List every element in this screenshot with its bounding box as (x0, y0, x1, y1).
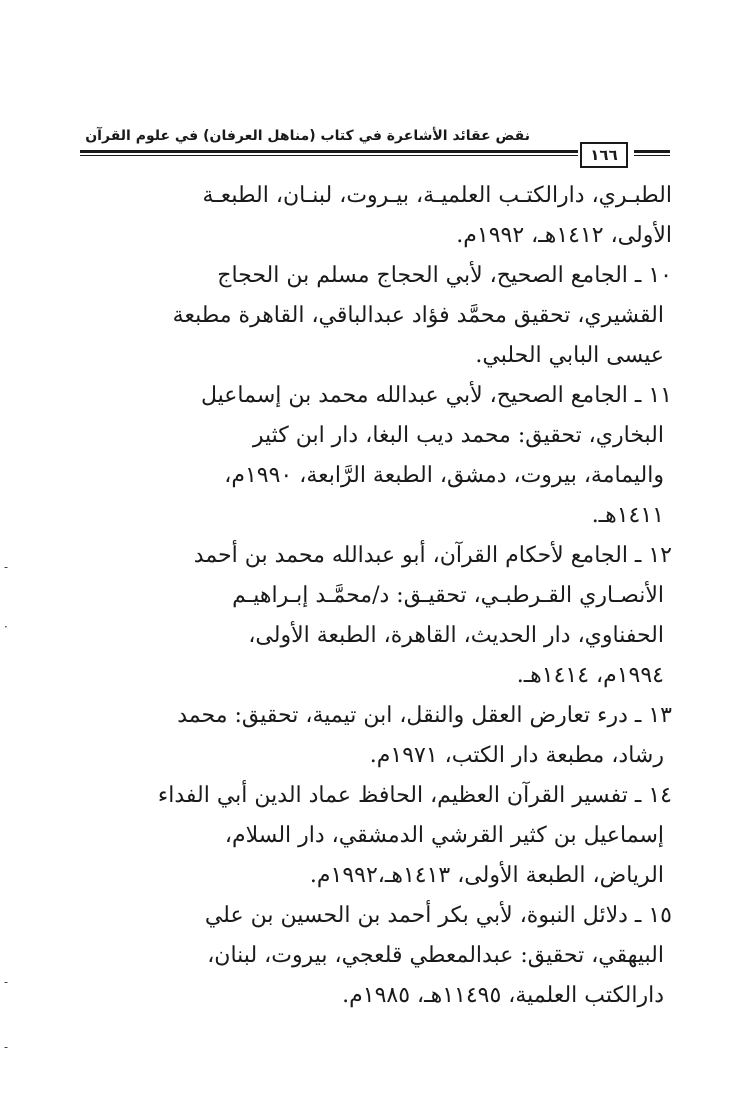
bibliography-entry (78, 776, 672, 896)
entry-line: الأنصـاري القـرطبـي، تحقيـق: د/محمَّـد إبـراهيـم (232, 583, 664, 608)
entry-line: ١٤ ـ تفسير القرآن العظيم، الحافظ عماد الدين أبي الفداء (157, 783, 672, 808)
entry-line: الأولى، ١٤١٢هـ، ١٩٩٢م. (456, 223, 672, 248)
margin-speck: - (4, 560, 9, 574)
bibliography-list (78, 176, 672, 1016)
entry-line: إسماعيل بن كثير القرشي الدمشقي، دار السلام، (224, 823, 664, 848)
entry-line: ١٩٩٤م، ١٤١٤هـ. (516, 663, 664, 688)
bibliography-entry (78, 896, 672, 1016)
entry-line: ١٢ ـ الجامع لأحكام القرآن، أبو عبدالله محمد بن أحمد (193, 543, 672, 568)
entry-line: الحفناوي، دار الحديث، القاهرة، الطبعة الأولى، (248, 623, 664, 648)
entry-line: ١٤١١هـ. (591, 503, 664, 528)
bibliography-entry (78, 536, 672, 696)
entry-line: البيهقي، تحقيق: عبدالمعطي قلعجي، بيروت، لبنان، (207, 943, 664, 968)
margin-speck: - (4, 975, 9, 989)
margin-speck: - (4, 1040, 9, 1054)
bibliography-entry (78, 696, 672, 776)
header-rule-tail (634, 150, 670, 156)
running-header-title: نقض عقائد الأشاعرة في كتاب (مناهل العرفان) في علوم القرآن (85, 128, 530, 144)
page-number: ١٦٦ (580, 142, 628, 168)
bibliography-entry (78, 376, 672, 536)
bibliography-entry (78, 256, 672, 376)
margin-speck: · (4, 620, 8, 634)
entry-line: البخاري، تحقيق: محمد ديب البغا، دار ابن كثير (252, 423, 664, 448)
entry-line: القشيري، تحقيق محمَّد فؤاد عبدالباقي، القاهرة مطبعة (172, 303, 664, 328)
entry-line: دارالكتب العلمية، ١١٤٩٥هـ، ١٩٨٥م. (342, 983, 664, 1008)
entry-line: الرياض، الطبعة الأولى، ١٤١٣هـ،١٩٩٢م. (309, 863, 664, 888)
entry-line: رشاد، مطبعة دار الكتب، ١٩٧١م. (369, 743, 664, 768)
entry-line: الطبـري، دارالكتـب العلميـة، بيـروت، لبنـان، الطبعـة (202, 183, 672, 208)
entry-line: عيسى البابي الحلبي. (475, 343, 664, 368)
running-header (80, 128, 670, 168)
entry-line: ١٠ ـ الجامع الصحيح، لأبي الحجاج مسلم بن الحجاج (217, 263, 672, 288)
entry-line: واليمامة، بيروت، دمشق، الطبعة الرَّابعة، ١٩٩٠م، (224, 463, 664, 488)
header-rule (80, 150, 578, 156)
bibliography-entry (78, 176, 672, 256)
entry-line: ١٥ ـ دلائل النبوة، لأبي بكر أحمد بن الحسين بن علي (204, 903, 672, 928)
entry-line: ١٣ ـ درء تعارض العقل والنقل، ابن تيمية، تحقيق: محمد (177, 703, 672, 728)
entry-line: ١١ ـ الجامع الصحيح، لأبي عبدالله محمد بن إسماعيل (200, 383, 672, 408)
